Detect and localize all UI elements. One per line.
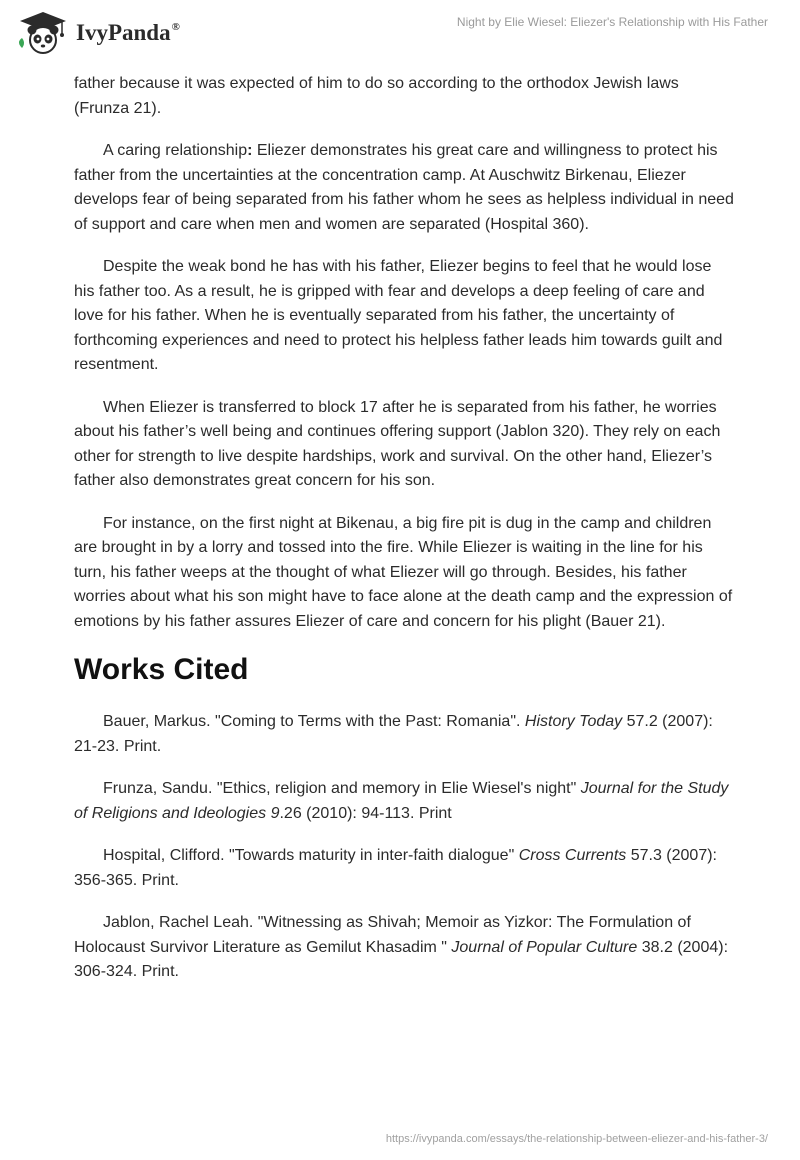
citation-entry: Hospital, Clifford. "Towards maturity in inter-faith dialogue" Cross Currents 57.3 (2007): 356-365. Print.: [74, 847, 717, 889]
paragraph: When Eliezer is transferred to block 17 after he is separated from his father, he worries about his father’s well being and continues offering support (Jablon 320). They rely on each other for strength to live despite hardships, work and survival. On the other hand, Eliezer’s father also demonstrates great concern for his son.: [74, 398, 721, 489]
panda-logo-icon: [14, 8, 72, 56]
document-title: Night by Elie Wiesel: Eliezer's Relationship with His Father: [456, 15, 768, 29]
citation-entry: Jablon, Rachel Leah. "Witnessing as Shivah; Memoir as Yizkor: The Formulation of Holocaust Survivor Literature as Gemilut Khasadim " Journal of Popular Culture 38.2 (2004): 306-324. Print.: [74, 914, 729, 980]
logo[interactable]: [14, 8, 180, 56]
page-header: [0, 0, 800, 70]
source-url[interactable]: https://ivypanda.com/essays/the-relationship-between-eliezer-and-his-father-3/: [385, 1133, 768, 1145]
paragraph-caring-relationship: A caring relationship: Eliezer demonstrates his great care and willingness to protect his father from the uncertainties at the concentration camp. At Auschwitz Birkenau, Eliezer develops fear of being separated from his father whom he sees as helpless individual in need of support and care when men and women are separated (Hospital 360).: [74, 142, 734, 233]
citation-entry: Bauer, Markus. "Coming to Terms with the Past: Romania". History Today 57.2 (2007): 21-23. Print.: [74, 713, 713, 755]
works-cited-heading: Works Cited: [74, 653, 249, 686]
paragraph: For instance, on the first night at Bikenau, a big fire pit is dug in the camp and children are brought in by a lorry and tossed into the fire. While Eliezer is waiting in the line for his turn, his father weeps at the thought of what Eliezer will go through. Besides, his father worries about what his son might have to face alone at the death camp and the expression of emotions by his father assures Eliezer of care and concern for his plight (Bauer 21).: [74, 514, 733, 630]
logo-text: IvyPanda®: [76, 20, 180, 45]
paragraph: father because it was expected of him to do so according to the orthodox Jewish laws (Frunza 21).: [74, 75, 679, 117]
citation-entry: Frunza, Sandu. "Ethics, religion and memory in Elie Wiesel's night" Journal for the Study of Religions and Ideologies 9.26 (2010): 94-113. Print: [74, 780, 729, 822]
essay-content: [74, 72, 734, 1003]
paragraph: Despite the weak bond he has with his father, Eliezer begins to feel that he would lose his father too. As a result, he is gripped with fear and develops a deep feeling of care and love for his father. When he is eventually separated from his father, the uncertainty of forthcoming experiences and need to protect his helpless father leads him towards guilt and resentment.: [74, 258, 723, 373]
